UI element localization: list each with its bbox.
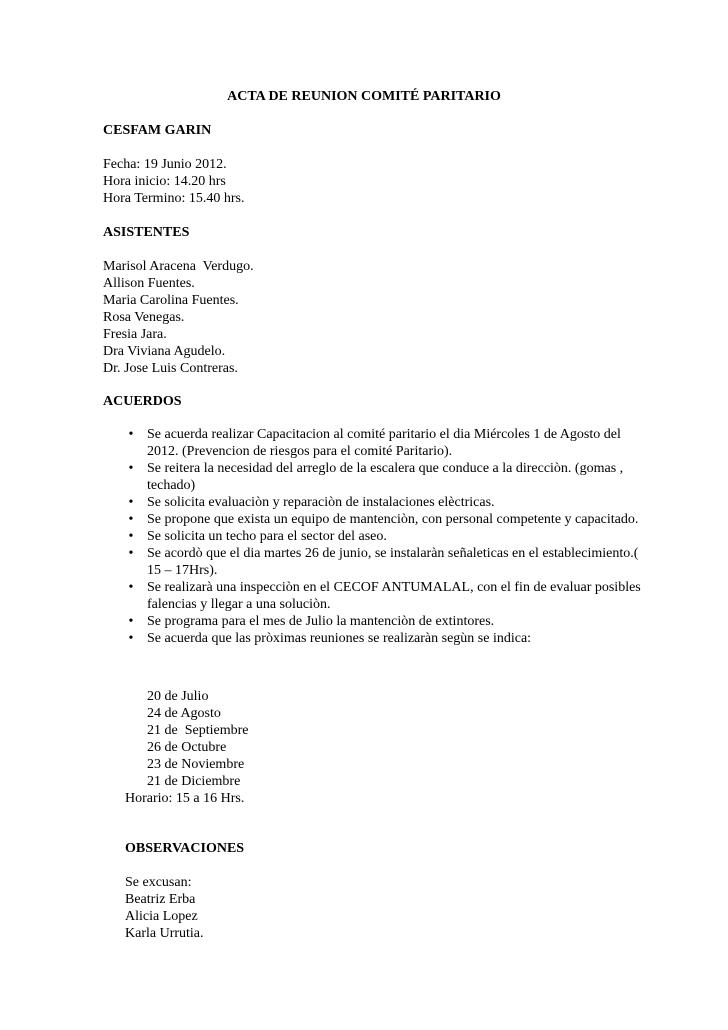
acuerdo-text: Se acuerda que las pròximas reuniones se realizaràn segùn se indica: xyxy=(147,631,532,646)
excusan-label: Se excusan: xyxy=(125,875,192,890)
meeting-start-time: Hora inicio: 14.20 hrs xyxy=(103,174,226,189)
acuerdo-text: Se realizarà una inspecciòn en el CECOF ANTUMALAL, con el fin de evaluar posibles falencias y llegar a una soluciòn. xyxy=(147,580,641,612)
meeting-info xyxy=(103,156,244,207)
acuerdo-text: Se propone que exista un equipo de mantenciòn, con personal competente y capacitado. xyxy=(147,512,639,527)
asistente-item: Fresia Jara. xyxy=(103,327,167,342)
bullet-icon: • xyxy=(128,512,134,527)
acuerdo-item xyxy=(125,613,645,630)
observaciones-list xyxy=(125,874,204,942)
center-name: CESFAM GARIN xyxy=(103,123,212,138)
acuerdos-heading: ACUERDOS xyxy=(103,394,182,409)
asistente-item: Maria Carolina Fuentes. xyxy=(103,293,239,308)
asistente-item: Dr. Jose Luis Contreras. xyxy=(103,361,238,376)
bullet-icon: • xyxy=(128,580,134,595)
meeting-schedule: Horario: 15 a 16 Hrs. xyxy=(125,791,245,806)
excusado-item: Karla Urrutia. xyxy=(125,926,204,941)
asistente-item: Marisol Aracena Verdugo. xyxy=(103,259,254,274)
acuerdo-text: Se solicita evaluaciòn y reparaciòn de instalaciones elèctricas. xyxy=(147,495,495,510)
acuerdo-text: Se solicita un techo para el sector del aseo. xyxy=(147,529,387,544)
bullet-icon: • xyxy=(128,631,134,646)
meeting-date-item: 23 de Noviembre xyxy=(147,757,245,772)
meeting-date-item: 26 de Octubre xyxy=(147,740,227,755)
bullet-icon: • xyxy=(128,529,134,544)
acuerdo-text: Se reitera la necesidad del arreglo de la escalera que conduce a la direcciòn. (gomas , techado) xyxy=(147,461,624,493)
acuerdo-item xyxy=(125,460,645,494)
acuerdo-text: Se acuerda realizar Capacitacion al comité paritario el dia Miércoles 1 de Agosto del 2012. (Prevencion de riesgos para el comité Paritario). xyxy=(147,427,621,459)
asistente-item: Rosa Venegas. xyxy=(103,310,185,325)
bullet-icon: • xyxy=(128,546,134,561)
asistente-item: Allison Fuentes. xyxy=(103,276,195,291)
acuerdo-item xyxy=(125,426,645,460)
acuerdo-text: Se acordò que el dia martes 26 de junio, se instalaràn señaleticas en el establecimiento.( 15 – 17Hrs). xyxy=(147,546,639,578)
bullet-icon: • xyxy=(128,495,134,510)
acuerdo-item xyxy=(125,579,645,613)
acuerdos-list xyxy=(125,426,645,647)
acuerdo-text: Se programa para el mes de Julio la mantenciòn de extintores. xyxy=(147,614,495,629)
meeting-date-item: 20 de Julio xyxy=(147,689,209,704)
observaciones-heading: OBSERVACIONES xyxy=(125,841,245,856)
acuerdo-item xyxy=(125,528,645,545)
meeting-date-item: 24 de Agosto xyxy=(147,706,221,721)
document-title: ACTA DE REUNION COMITÉ PARITARIO xyxy=(227,89,501,104)
meeting-date: Fecha: 19 Junio 2012. xyxy=(103,157,227,172)
asistentes-heading: ASISTENTES xyxy=(103,225,190,240)
meeting-dates-list xyxy=(147,688,248,790)
meeting-end-time: Hora Termino: 15.40 hrs. xyxy=(103,191,245,206)
meeting-date-item: 21 de Diciembre xyxy=(147,774,241,789)
acuerdo-item xyxy=(125,630,645,647)
bullet-icon: • xyxy=(128,461,134,476)
acuerdo-item xyxy=(125,494,645,511)
acuerdo-item xyxy=(125,545,645,579)
excusado-item: Beatriz Erba xyxy=(125,892,196,907)
bullet-icon: • xyxy=(128,614,134,629)
asistente-item: Dra Viviana Agudelo. xyxy=(103,344,226,359)
bullet-icon: • xyxy=(128,427,134,442)
excusado-item: Alicia Lopez xyxy=(125,909,198,924)
acuerdo-item xyxy=(125,511,645,528)
meeting-date-item: 21 de Septiembre xyxy=(147,723,249,738)
asistentes-list xyxy=(103,258,254,377)
